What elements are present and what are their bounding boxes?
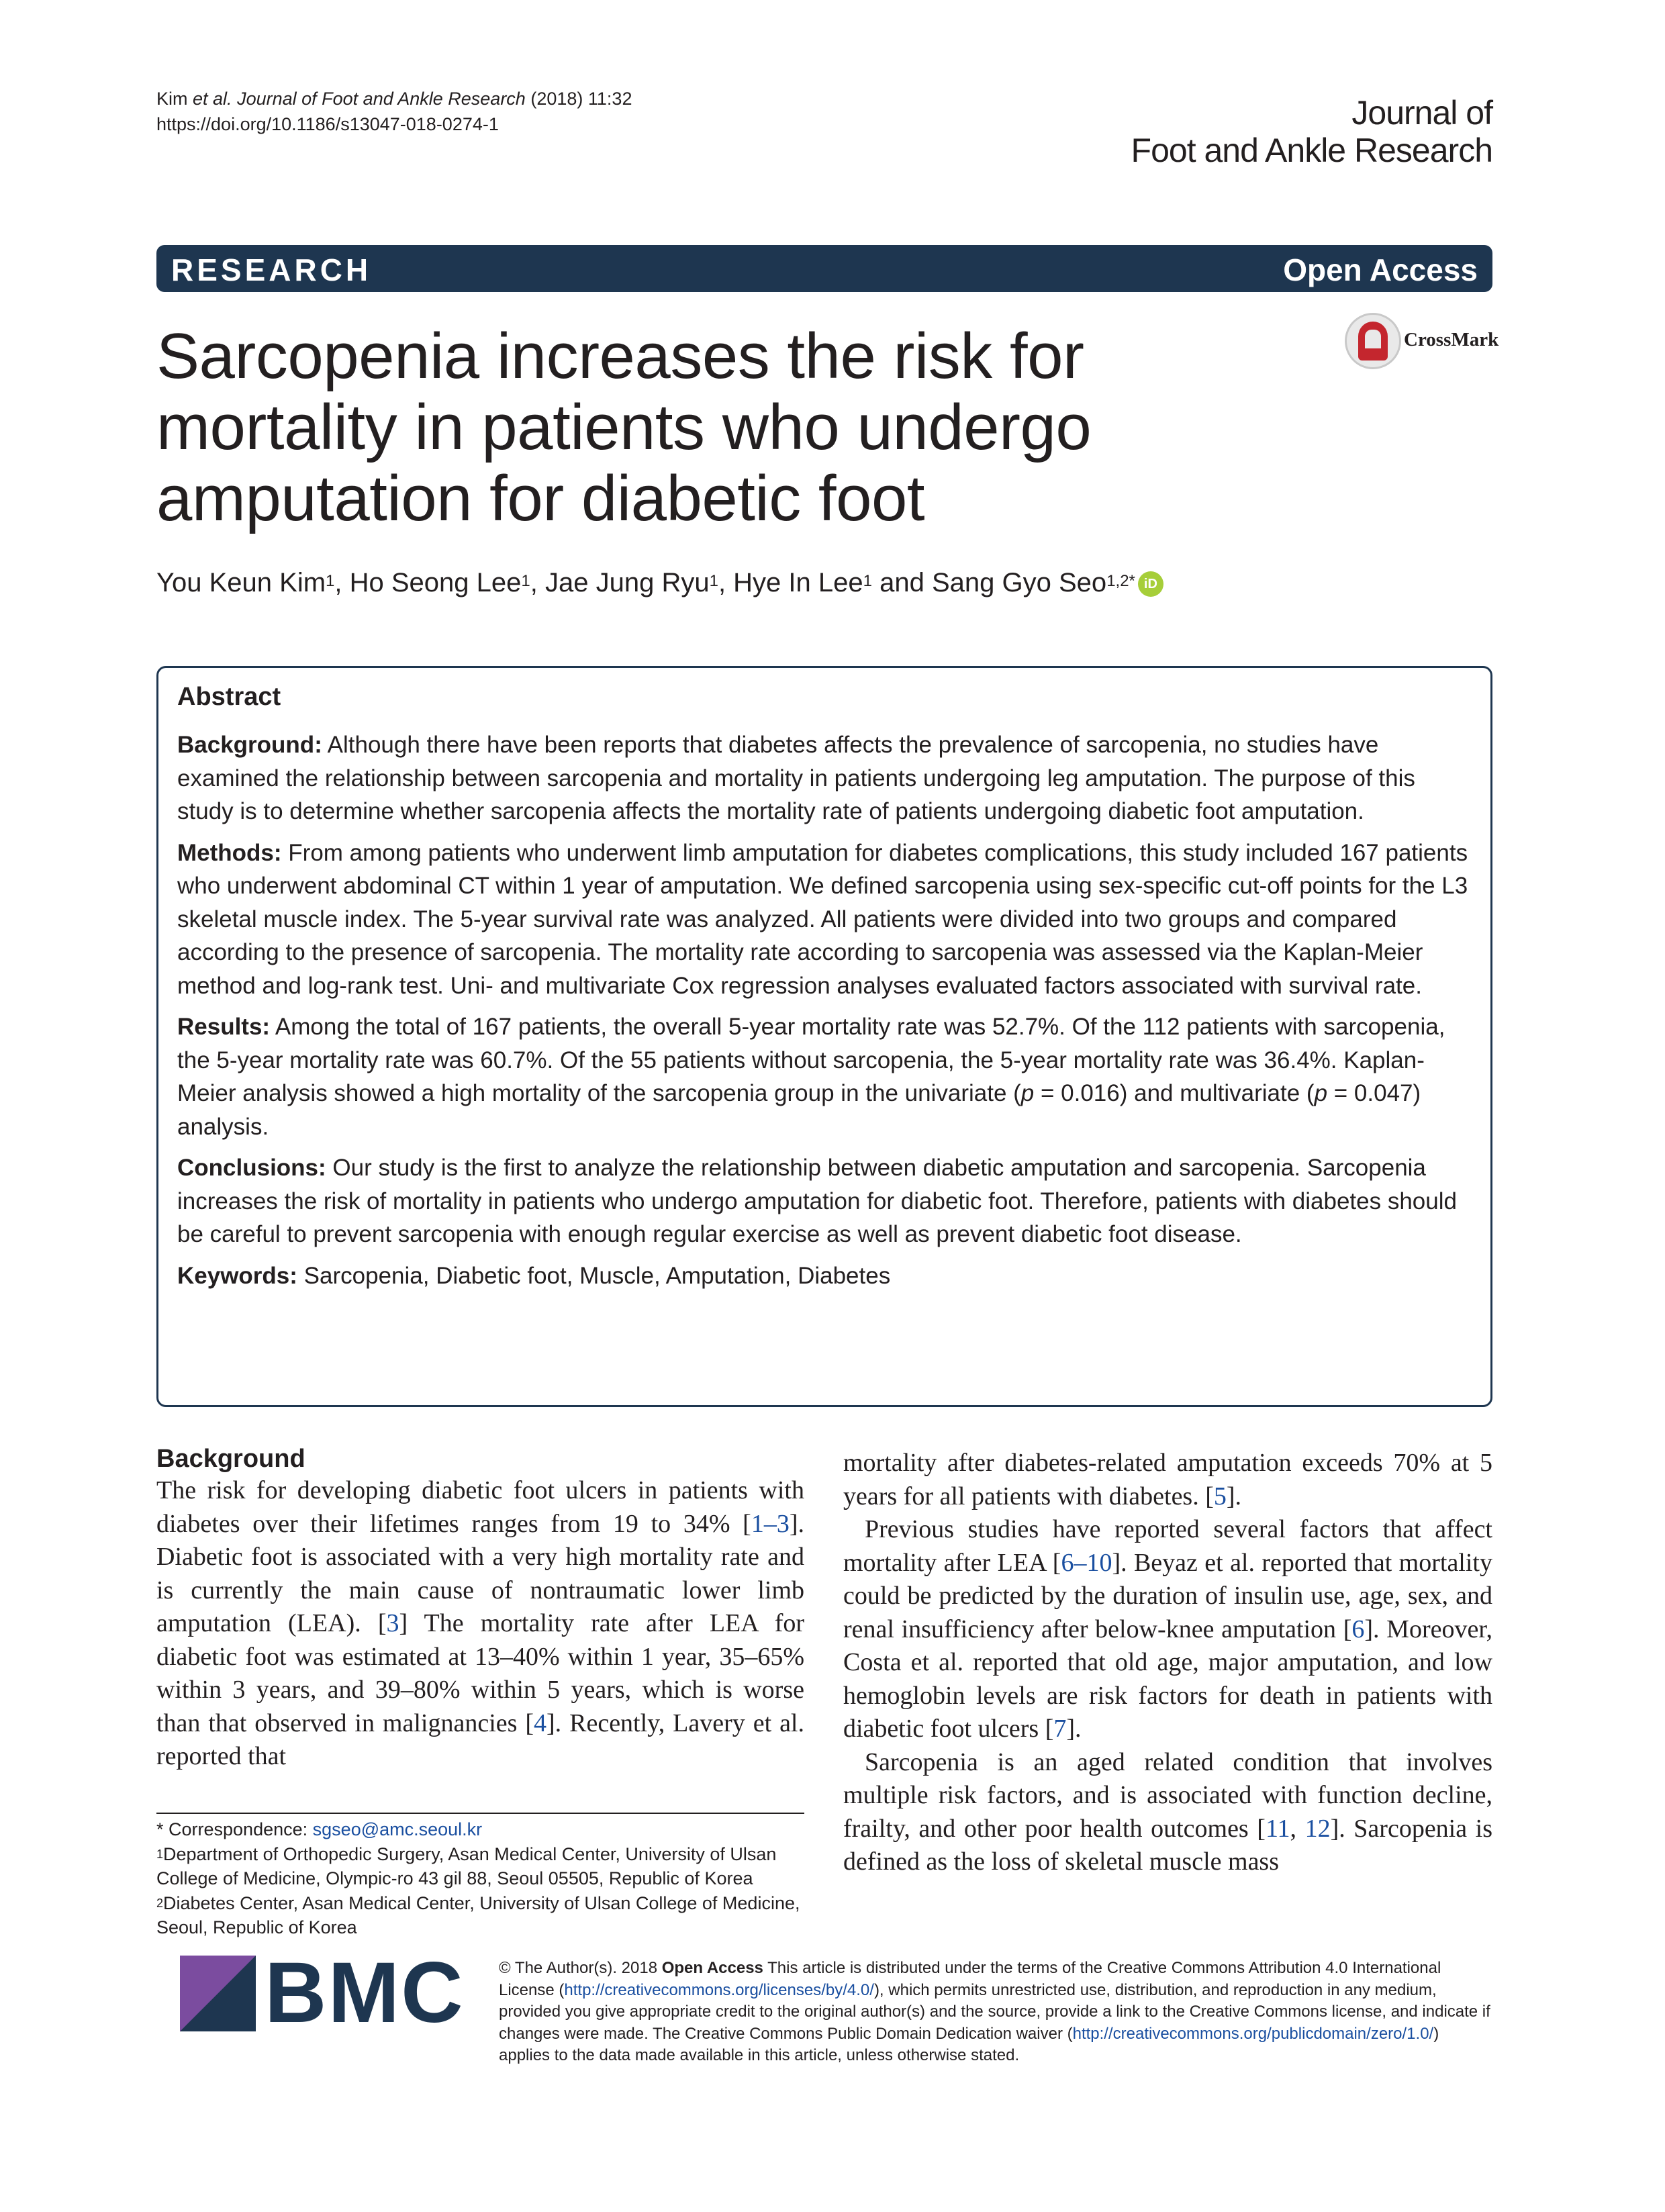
author-list: You Keun Kim$^1$, Ho Seong Lee$^1$, Jae Jung Ryu$^1$, Hye In Lee$^1$ and Sang Gyo Seo$^{1,2*}$ iD — [156, 566, 1163, 599]
citation-link[interactable]: 3 — [386, 1609, 399, 1637]
citation-link[interactable]: 6 — [1351, 1615, 1365, 1643]
crossmark-badge[interactable] — [1345, 313, 1499, 371]
orcid-icon[interactable]: iD — [1138, 571, 1163, 597]
abstract-results: Results: Among the total of 167 patients, the overall 5-year mortality rate was 52.7%. Of the 112 patients with sarcopenia, the 5-year mortality rate was 60.7%. Of the 55 patients without sarcopenia, the 5-year mortality rate was 36.4%. Kaplan-Meier analysis showed a high mortality of the sarcopenia group in the univariate (p = 0.016) and multivariate (p = 0.047) analysis. — [177, 1014, 1445, 1140]
author-name: Sang Gyo Seo — [932, 568, 1107, 597]
running-header-citation — [156, 86, 632, 137]
author-affiliation: 1 — [326, 572, 335, 590]
open-access-label: Open Access — [1283, 252, 1478, 287]
body-paragraph: mortality after diabetes-related amputation exceeds 70% at 5 years for all patients with diabetes. [5]. — [843, 1449, 1492, 1510]
citation-link[interactable]: 6–10 — [1061, 1548, 1112, 1577]
body-paragraph: The risk for developing diabetic foot ulcers in patients with diabetes over their lifetimes ranges from 19 to 34% [1–3]. Diabetic foot is associated with a very high mortality rate and is currently the main cause of nontraumatic lower limb amputation (LEA). [3] The mortality rate after LEA for diabetic foot was estimated at 13–40% within 1 year, 35–65% within 3 years, and 39–80% within 5 years, which is worse than that observed in malignancies [4]. Recently, Lavery et al. reported that — [156, 1476, 804, 1770]
footnote — [156, 1817, 804, 1940]
affiliation-2: $^2$Diabetes Center, Asan Medical Center, University of Ulsan College of Medicine, Seoul, Republic of Korea — [156, 1892, 800, 1937]
citation-link[interactable]: 7 — [1053, 1715, 1067, 1743]
citation-volume: (2018) 11:32 — [530, 89, 632, 109]
author-affiliation: 1 — [863, 572, 872, 590]
citation-link[interactable]: 12 — [1304, 1814, 1331, 1843]
body-column-right — [843, 1447, 1492, 1879]
author-affiliation: 1,2* — [1106, 572, 1135, 590]
section-heading-background: Background — [156, 1445, 305, 1473]
author-affiliation: 1 — [709, 572, 718, 590]
abstract-methods: Methods: From among patients who underwent limb amputation for diabetes complications, this study included 167 patients who underwent abdominal CT within 1 year of amputation. We defined sarcopenia using sex-specific cut-off points for the L3 skeletal muscle index. The 5-year survival rate was analyzed. All patients were divided into two groups and compared according to the presence of sarcopenia. The mortality rate according to sarcopenia was assessed via the Kaplan-Meier method and log-rank test. Uni- and multivariate Cox regression analyses evaluated factors associated with survival rate. — [177, 839, 1468, 999]
citation-etal: et al. — [193, 89, 232, 109]
journal-name-line1: Journal of — [1351, 94, 1492, 132]
citation-journal: Journal of Foot and Ankle Research — [237, 89, 526, 109]
footnote-divider — [156, 1813, 804, 1814]
journal-logo — [1131, 94, 1492, 169]
license-link[interactable]: http://creativecommons.org/licenses/by/4.0/ — [564, 1980, 874, 1999]
crossmark-icon — [1345, 313, 1401, 369]
article-title: Sarcopenia increases the risk for mortality in patients who undergo amputation for diabetic foot — [156, 320, 1092, 534]
author-affiliation: 1 — [521, 572, 530, 590]
correspondence-email[interactable]: sgseo@amc.seoul.kr — [312, 1819, 483, 1839]
author-name: You Keun Kim — [156, 568, 326, 597]
author-name: Jae Jung Ryu — [544, 568, 710, 597]
author-connector: and — [879, 568, 924, 597]
abstract-background: Background: Although there have been reports that diabetes affects the prevalence of sarcopenia, no studies have examined the relationship between sarcopenia and mortality in patients undergoing leg amputation. The purpose of this study is to determine whether sarcopenia affects the mortality rate of patients undergoing diabetic foot amputation. — [177, 732, 1415, 824]
waiver-link[interactable]: http://creativecommons.org/publicdomain/zero/1.0/ — [1072, 2024, 1434, 2043]
article-type-label: RESEARCH — [171, 252, 372, 287]
author-name: Ho Seong Lee — [349, 568, 522, 597]
citation-link[interactable]: 4 — [534, 1709, 547, 1737]
journal-name-line2: Foot and Ankle Research — [1131, 132, 1492, 169]
abstract-conclusions: Conclusions: Our study is the first to analyze the relationship between diabetic amputation and sarcopenia. Sarcopenia increases the risk of mortality in patients who undergo amputation for diabetic foot. Therefore, patients with diabetes should be careful to prevent sarcopenia with enough regular exercise as well as prevent diabetic foot disease. — [177, 1155, 1457, 1247]
article-type-banner — [156, 245, 1492, 292]
body-paragraph: Sarcopenia is an aged related condition that involves multiple risk factors, and is associated with function decline, frailty, and other poor health outcomes [11, 12]. Sarcopenia is defined as the loss of skeletal muscle mass — [843, 1747, 1493, 1876]
citation-link[interactable]: 1–3 — [751, 1509, 790, 1538]
abstract-heading: Abstract — [177, 683, 281, 711]
affiliation-1: $^1$Department of Orthopedic Surgery, Asan Medical Center, University of Ulsan College of Medicine, Olympic-ro 43 gil 88, Seoul 05505, Republic of Korea — [156, 1843, 777, 1888]
abstract-keywords: Keywords: Sarcopenia, Diabetic foot, Muscle, Amputation, Diabetes — [177, 1262, 891, 1289]
author-name: Hye In Lee — [733, 568, 863, 597]
bmc-logo-text: BMC — [265, 1945, 465, 2041]
correspondence-line: * Correspondence: sgseo@amc.seoul.kr — [156, 1819, 483, 1839]
body-paragraph: Previous studies have reported several factors that affect mortality after LEA [6–10]. Beyaz et al. reported that mortality could be predicted by the duration of insulin use, age, sex, and renal insufficiency after below-knee amputation [6]. Moreover, Costa et al. reported that old age, major amputation, and low hemoglobin levels are risk factors for death in patients with diabetic foot ulcers [7]. — [843, 1515, 1492, 1743]
body-column-left — [156, 1443, 804, 1774]
citation-authors: Kim — [156, 89, 188, 109]
doi-link[interactable]: https://doi.org/10.1186/s13047-018-0274-1 — [156, 114, 499, 134]
crossmark-label: CrossMark — [1404, 329, 1499, 350]
bmc-logo — [180, 1945, 469, 2041]
citation-link[interactable]: 11 — [1265, 1814, 1290, 1843]
citation-link[interactable]: 5 — [1213, 1482, 1227, 1510]
abstract-box — [156, 666, 1492, 1407]
license-statement: © The Author(s). 2018 Open Access This article is distributed under the terms of the Creative Commons Attribution 4.0 International License (http://creativecommons.org/licenses/by/4.0/), which permits unrestricted use, distribution, and reproduction in any medium, provided you give appropriate credit to the original author(s) and the source, provide a link to the Creative Commons license, and indicate if changes were made. The Creative Commons Public Domain Dedication waiver (http://creativecommons.org/publicdomain/zero/1.0/) applies to the data made available in this article, unless otherwise stated. — [499, 1959, 1490, 2064]
